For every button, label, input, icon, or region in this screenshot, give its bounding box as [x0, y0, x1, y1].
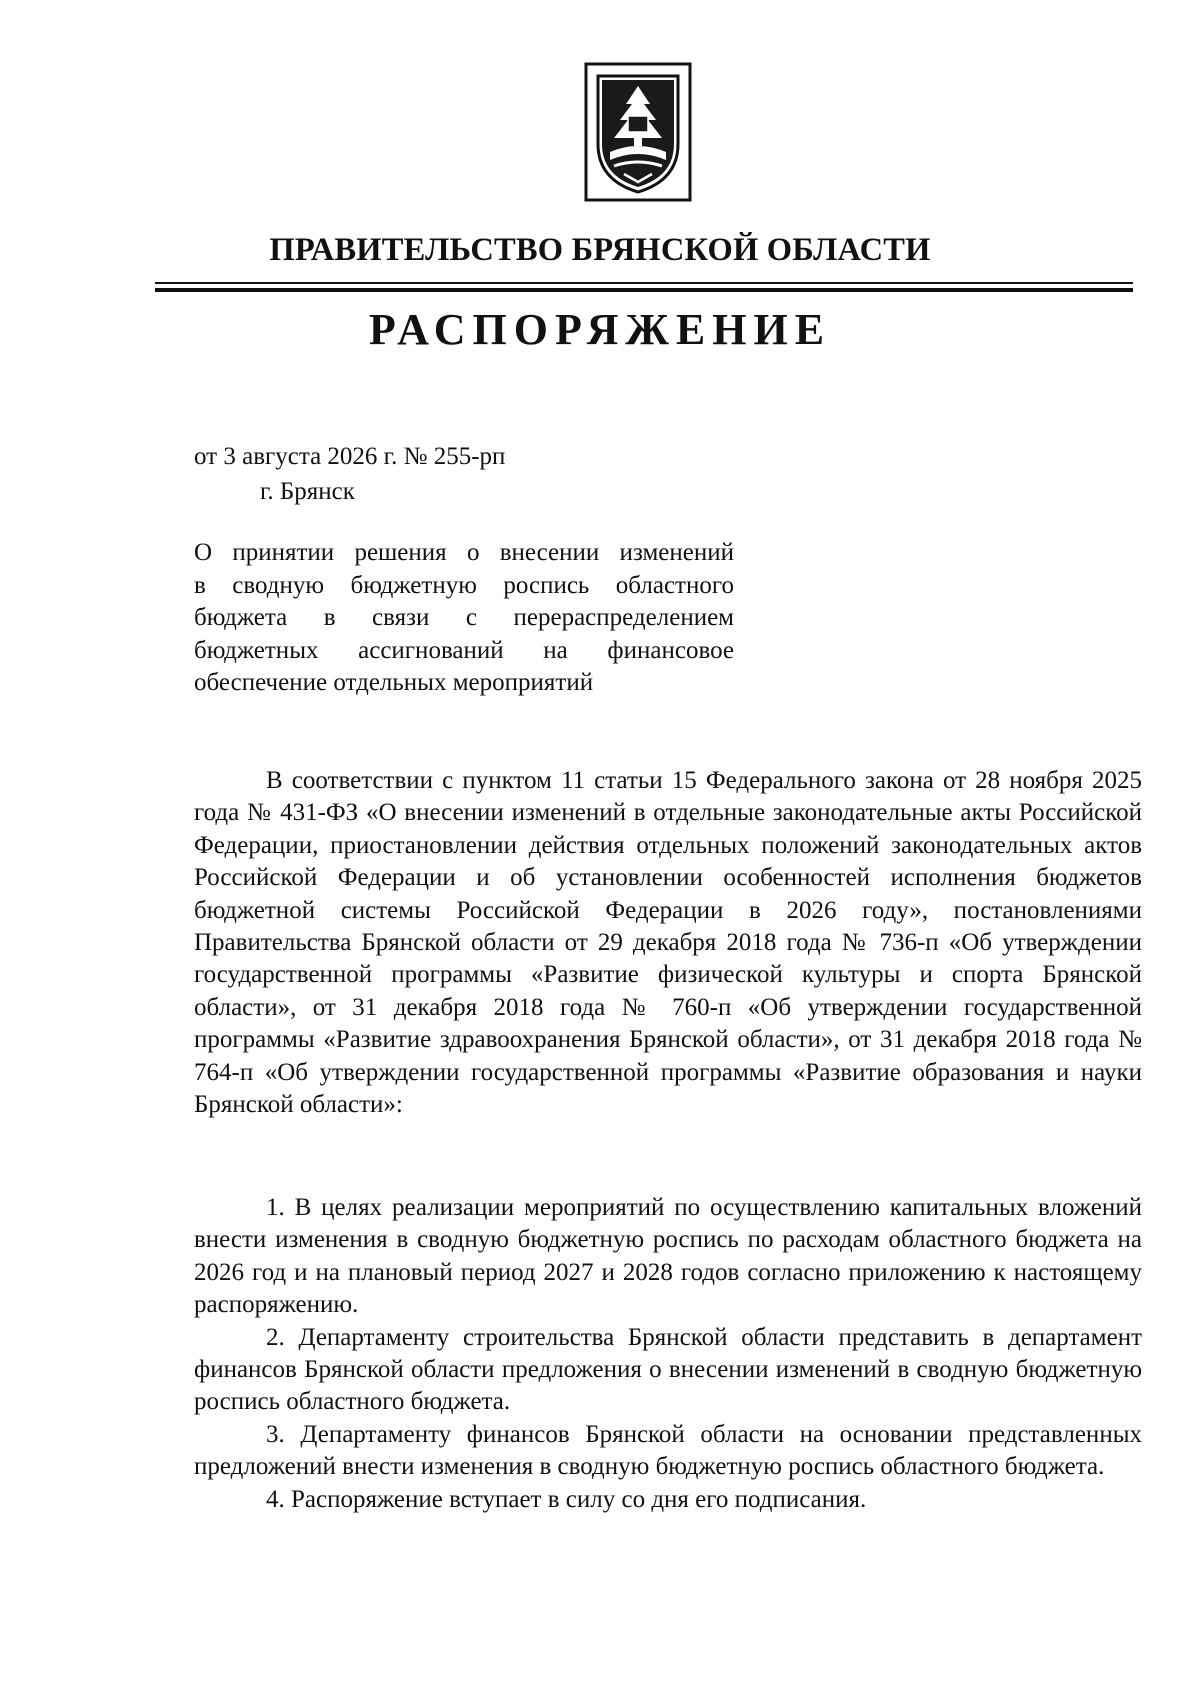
order-item: 1. В целях реализации мероприятий по осуществлению капитальных вложений внести изменения в сводную бюджетную роспись по расходам областного бюджета на 2026 год и на плановый период 2027 и 2028 годов согласно приложению к настоящему распоряжению. [194, 1194, 1142, 1319]
document-type-heading: РАСПОРЯЖЕНИЕ [368, 305, 832, 354]
document-city: г. Брянск [260, 478, 355, 505]
subject-line: в сводную бюджетную роспись областного [194, 571, 734, 599]
document-date-number: от 3 августа 2026 г. № 255-рп [194, 443, 506, 470]
order-item: 3. Департаменту финансов Брянской области на основании представленных предложений внести изменения в сводную бюджетную роспись областного бюджета. [194, 1420, 1142, 1481]
subject-line: бюджетных ассигнований на финансовое [194, 636, 734, 664]
coat-of-arms-icon [584, 62, 692, 202]
subject-line: бюджета в связи с перераспределением [194, 604, 734, 631]
header-divider-thin [155, 282, 1133, 284]
preamble-paragraph: В соответствии с пунктом 11 статьи 15 Федерального закона от 28 ноября 2025 года № 431-ФЗ «О внесении изменений в отдельные законодательные акты Российской Федерации, приостановлении действия отдельных положений законодательных актов Российской Федерации и об установлении особенностей исполнения бюджетов бюджетной системы Российской Федерации в 2026 году», постановлениями Правительства Брянской области от 29 декабря 2018 года № 736-п «Об утверждении государственной программы «Развитие физической культуры и спорта Брянской области», от 31 декабря 2018 года № 760-п «Об утверждении государственной программы «Развитие здравоохранения Брянской области», от 31 декабря 2018 года № 764-п «Об утверждении государственной программы «Развитие образования и науки Брянской области»: [194, 767, 1142, 1119]
subject-line: обеспечение отдельных мероприятий [194, 669, 594, 696]
order-items [194, 1192, 1142, 1516]
subject-line: О принятии решения о внесении изменений [194, 539, 734, 566]
organization-title: ПРАВИТЕЛЬСТВО БРЯНСКОЙ ОБЛАСТИ [269, 232, 931, 268]
order-item: 2. Департаменту строительства Брянской области представить в департамент финансов Брянской области предложения о внесении изменений в сводную бюджетную роспись областного бюджета. [194, 1323, 1142, 1416]
order-item: 4. Распоряжение вступает в силу со дня его подписания. [266, 1485, 867, 1513]
document-subject [194, 537, 734, 700]
header-divider-thick [155, 288, 1133, 292]
